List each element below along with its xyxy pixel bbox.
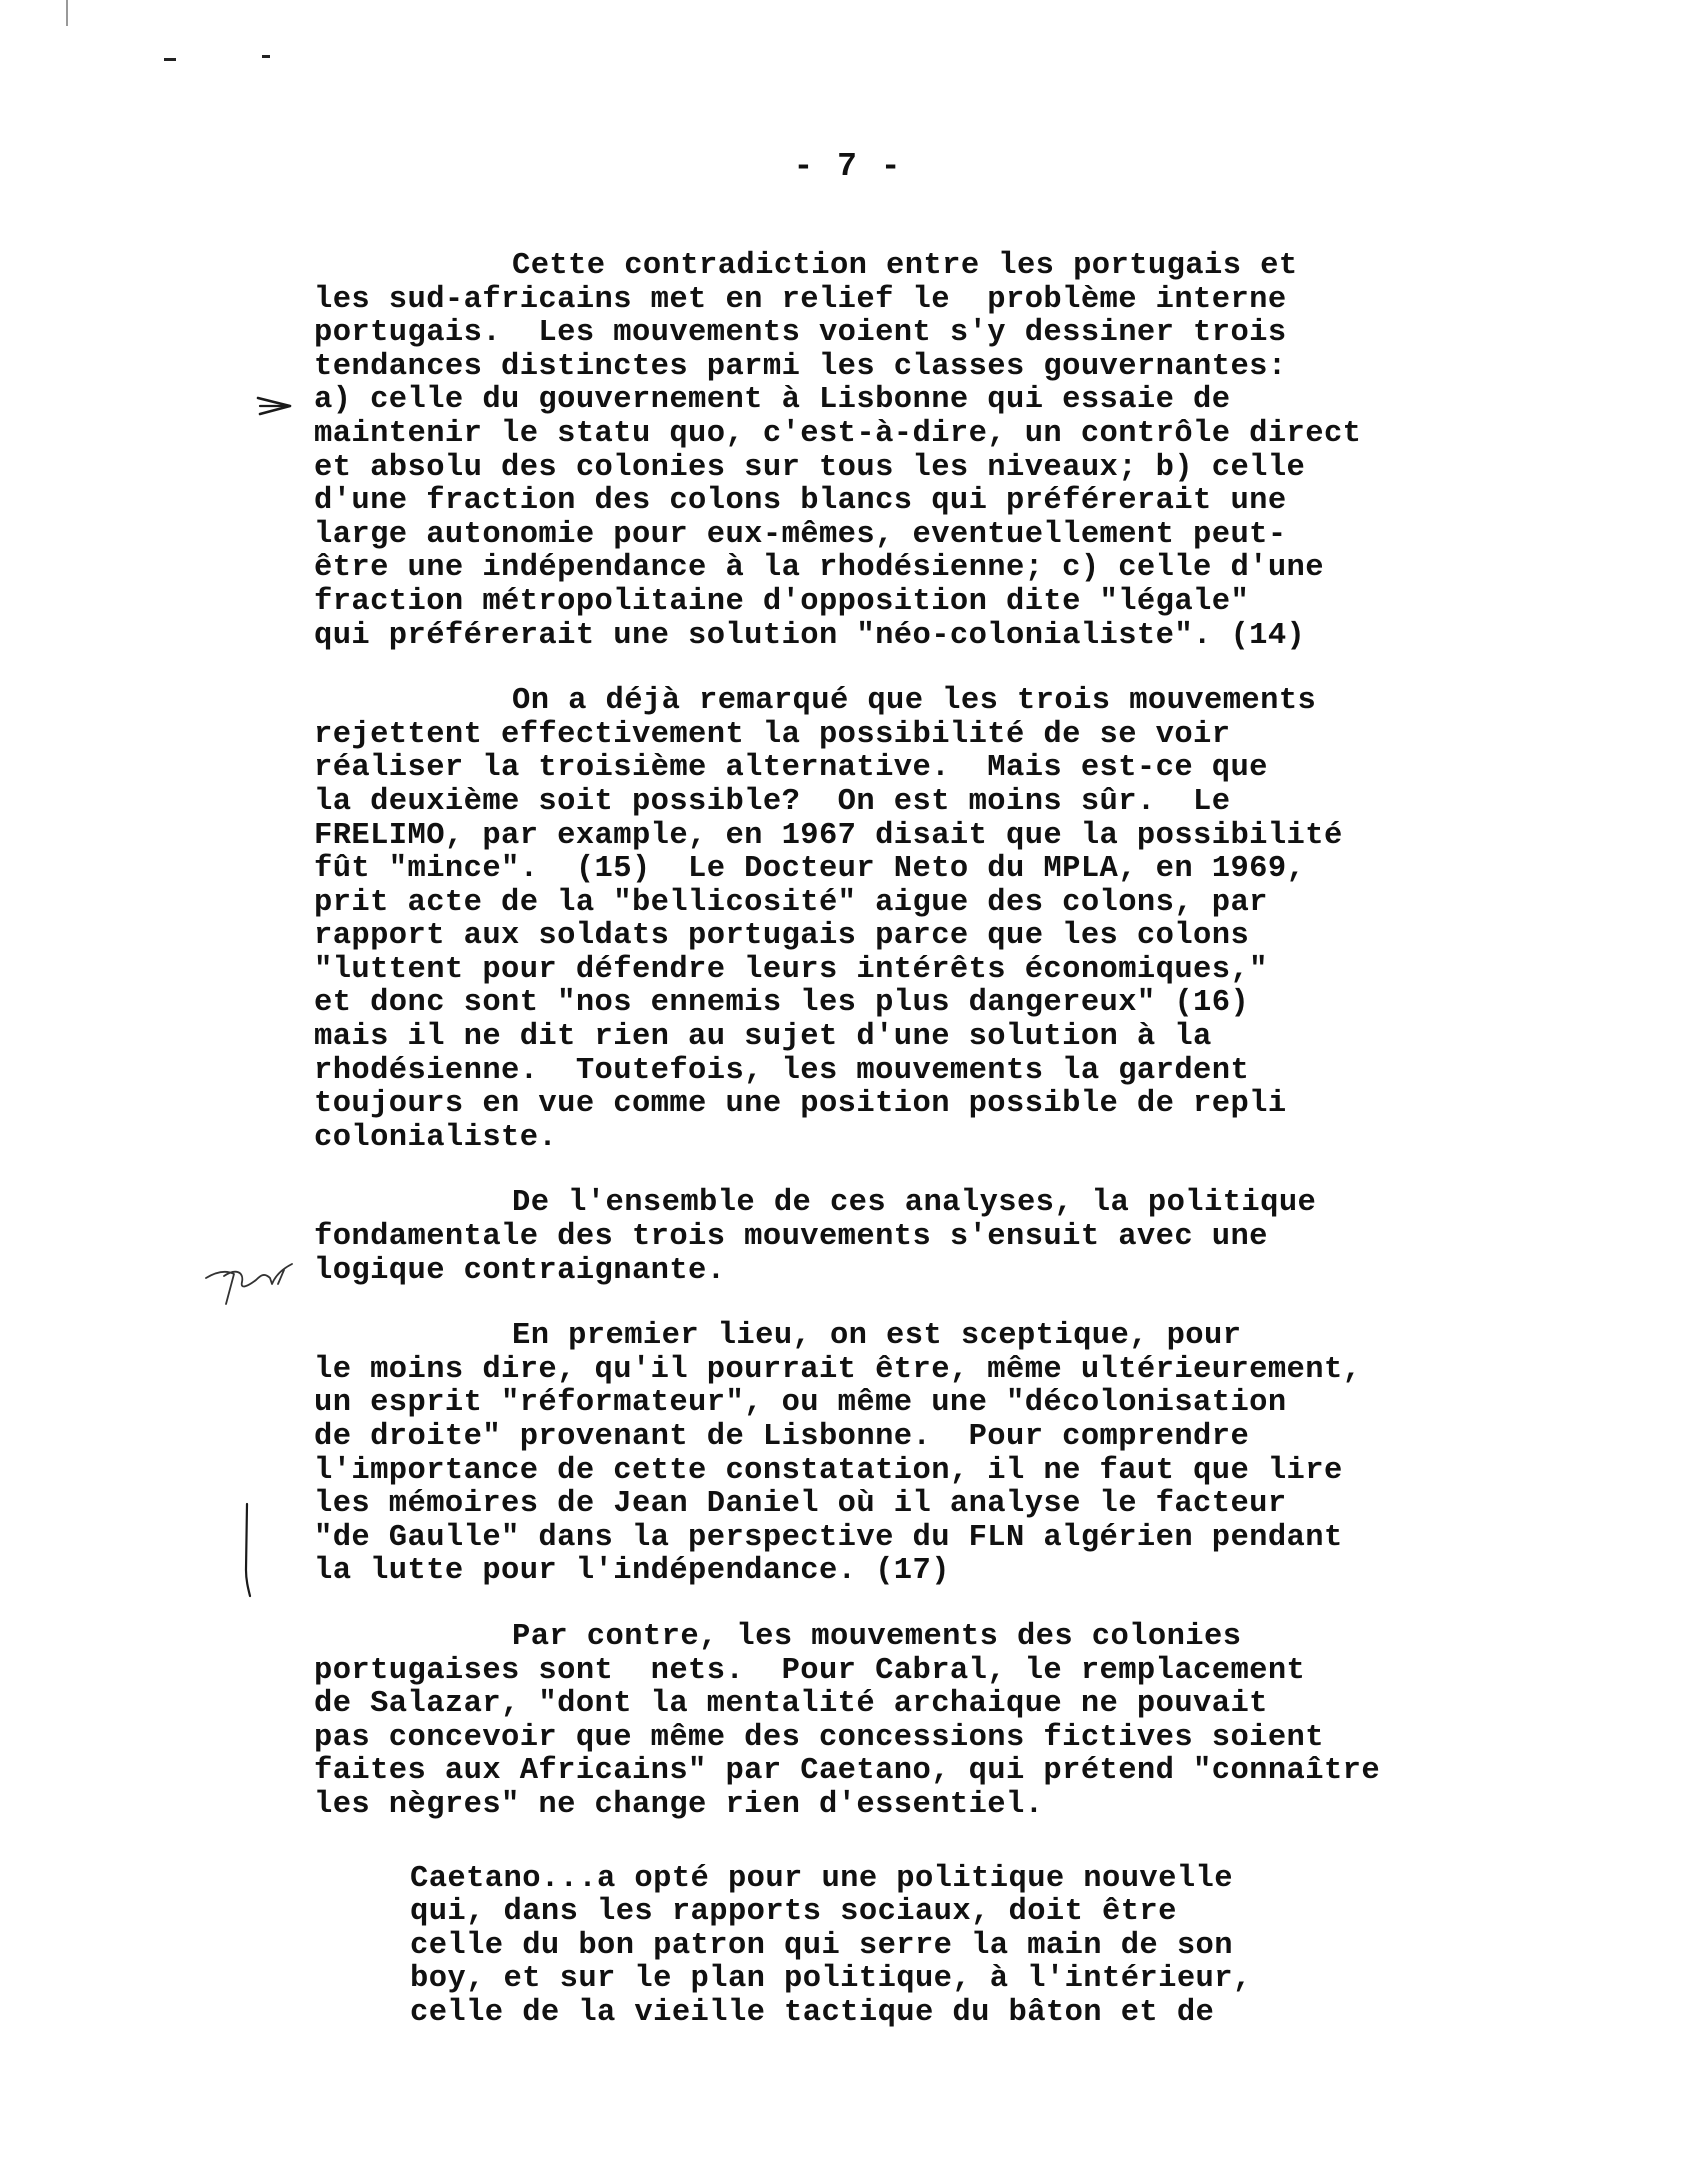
text-line: toujours en vue comme une position possible de repli [314,1087,1287,1122]
text-line: boy, et sur le plan politique, à l'intérieur, [410,1962,1252,1997]
text-line: a) celle du gouvernement à Lisbonne qui essaie de [314,383,1231,418]
text-line: En premier lieu, on est sceptique, pour [512,1319,1242,1354]
text-line: les sud-africains met en relief le problème interne [314,282,1287,317]
text-line: maintenir le statu quo, c'est-à-dire, un contrôle direct [314,416,1362,451]
text-line: qui préférerait une solution "néo-colonialiste". (14) [314,618,1306,653]
text-line: faites aux Africains" par Caetano, qui prétend "connaître [314,1754,1381,1789]
text-line: fondamentale des trois mouvements s'ensuit avec une [314,1220,1268,1255]
block-quote [410,1863,1614,2031]
text-line: fût "mince". (15) Le Docteur Neto du MPLA, en 1969, [314,852,1306,887]
text-line: De l'ensemble de ces analyses, la politique [512,1186,1317,1221]
text-line: celle du bon patron qui serre la main de son [410,1928,1233,1963]
text-line: colonialiste. [314,1120,558,1155]
text-line: les mémoires de Jean Daniel où il analyse le facteur [314,1487,1287,1522]
text-line: rejettent effectivement la possibilité de se voir [314,717,1231,752]
text-line: pas concevoir que même des concessions fictives soient [314,1720,1324,1755]
text-line: fraction métropolitaine d'opposition dite "légale" [314,584,1250,619]
text-line: tendances distinctes parmi les classes gouvernantes: [314,349,1287,384]
text-line: la deuxième soit possible? On est moins sûr. Le [314,784,1231,819]
text-line: "de Gaulle" dans la perspective du FLN algérien pendant [314,1520,1343,1555]
text-line: mais il ne dit rien au sujet d'une solution à la [314,1020,1212,1055]
text-line: rhodésienne. Toutefois, les mouvements la gardent [314,1053,1250,1088]
text-line: d'une fraction des colons blancs qui préférerait une [314,484,1287,519]
text-line: et absolu des colonies sur tous les niveaux; b) celle [314,450,1306,485]
text-line: rapport aux soldats portugais parce que les colons [314,919,1250,954]
text-line: être une indépendance à la rhodésienne; c) celle d'une [314,551,1324,586]
text-line: Caetano...a opté pour une politique nouvelle [410,1861,1233,1896]
text-line: Par contre, les mouvements des colonies [512,1619,1242,1654]
text-line: FRELIMO, par example, en 1967 disait que la possibilité [314,818,1343,853]
margin-vertical-line-mark [238,1500,258,1600]
text-line: la lutte pour l'indépendance. (17) [314,1554,950,1589]
scan-speck [66,0,68,26]
paragraph [314,685,1614,1155]
scan-speck [262,55,270,58]
text-line: Cette contradiction entre les portugais et [512,249,1298,283]
body-text [314,250,1614,2063]
text-line: portugais. Les mouvements voient s'y dessiner trois [314,316,1287,351]
text-line: de droite" provenant de Lisbonne. Pour comprendre [314,1420,1250,1454]
paragraph [314,1621,1614,1823]
text-line: celle de la vieille tactique du bâton et de [410,1995,1215,2030]
text-line: "luttent pour défendre leurs intérêts économiques," [314,952,1268,987]
text-line: On a déjà remarqué que les trois mouvements [512,684,1317,719]
text-line: prit acte de la "bellicosité" aigue des colons, par [314,885,1268,920]
page-number: - 7 - [793,148,903,185]
text-line: un esprit "réformateur", ou même une "décolonisation [314,1386,1287,1421]
text-line: large autonomie pour eux-mêmes, eventuellement peut- [314,517,1287,552]
paragraph [314,1320,1614,1589]
text-line: et donc sont "nos ennemis les plus dangereux" (16) [314,986,1250,1021]
text-line: l'importance de cette constatation, il ne faut que lire [314,1453,1343,1488]
paragraph [314,250,1614,653]
text-line: de Salazar, "dont la mentalité archaique ne pouvait [314,1687,1268,1722]
scan-speck [164,58,176,61]
text-line: réaliser la troisième alternative. Mais est-ce que [314,751,1268,786]
text-line: le moins dire, qu'il pourrait être, même ultérieurement, [314,1352,1362,1387]
text-line: logique contraignante. [314,1253,726,1288]
margin-handwritten-mark [200,1250,300,1330]
text-line: qui, dans les rapports sociaux, doit être [410,1895,1177,1930]
margin-arrow-mark [256,392,296,420]
paragraph [314,1187,1614,1288]
text-line: portugaises sont nets. Pour Cabral, le remplacement [314,1653,1306,1688]
text-line: les nègres" ne change rien d'essentiel. [314,1787,1044,1822]
